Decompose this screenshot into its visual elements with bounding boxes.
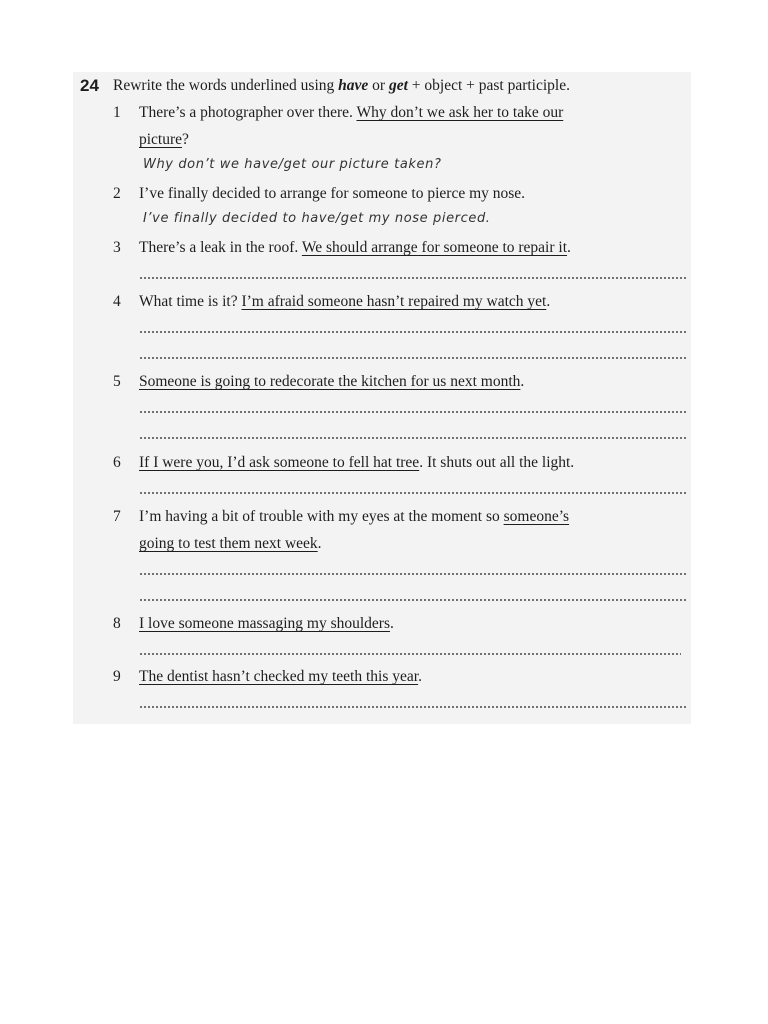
answer-line[interactable] <box>139 437 686 439</box>
answer-line[interactable] <box>139 599 686 601</box>
underlined-phrase: I’m afraid someone hasn’t repaired my watch yet <box>241 293 547 310</box>
underlined-phrase: Someone is going to redecorate the kitchen for us next month <box>139 373 521 390</box>
answer-line[interactable] <box>139 357 686 359</box>
underlined-phrase: I love someone massaging my shoulders <box>139 615 390 632</box>
answer-line[interactable] <box>139 411 686 413</box>
underlined-phrase: If I were you, I’d ask someone to fell hat tree <box>139 454 420 471</box>
item-sentence: Someone is going to redecorate the kitchen for us next month. <box>139 373 525 390</box>
answer-line[interactable] <box>139 331 686 333</box>
item-sentence: I’m having a bit of trouble with my eyes at the moment so someone’s <box>139 508 570 525</box>
keyword-have: have <box>338 77 369 94</box>
item-sentence: I’ve finally decided to arrange for someone to pierce my nose. <box>139 185 526 202</box>
item-number: 5 <box>113 373 121 390</box>
underlined-phrase: picture <box>139 131 183 148</box>
item-number: 2 <box>113 185 121 202</box>
answer-line[interactable] <box>139 573 686 575</box>
underlined-phrase: Why don’t we ask her to take our <box>356 104 564 121</box>
item-number: 4 <box>113 293 121 310</box>
item-sentence: I love someone massaging my shoulders. <box>139 615 394 632</box>
item-number: 3 <box>113 239 121 256</box>
underlined-phrase: We should arrange for someone to repair it <box>301 239 568 256</box>
keyword-get: get <box>388 77 408 94</box>
underlined-phrase: going to test them next week <box>139 535 318 552</box>
underlined-phrase: someone’s <box>503 508 570 525</box>
answer-line[interactable] <box>139 492 686 494</box>
underlined-phrase: The dentist hasn’t checked my teeth this year <box>139 668 419 685</box>
item-sentence: The dentist hasn’t checked my teeth this year. <box>139 668 422 685</box>
item-sentence: There’s a photographer over there. Why don’t we ask her to take our <box>139 104 564 121</box>
example-answer: Why don’t we have/get our picture taken? <box>143 157 442 172</box>
exercise-number: 24 <box>80 76 99 95</box>
item-number: 9 <box>113 668 121 685</box>
exercise-instruction: Rewrite the words underlined using have or get + object + past participle. <box>113 77 570 94</box>
item-number: 8 <box>113 615 121 632</box>
item-sentence-cont: going to test them next week. <box>139 535 322 552</box>
item-sentence: What time is it? I’m afraid someone hasn’t repaired my watch yet. <box>139 293 551 310</box>
item-number: 7 <box>113 508 121 525</box>
item-number: 6 <box>113 454 121 471</box>
item-sentence: There’s a leak in the roof. We should arrange for someone to repair it. <box>139 239 571 256</box>
example-answer: I’ve finally decided to have/get my nose pierced. <box>143 211 491 226</box>
answer-line[interactable] <box>139 706 686 708</box>
item-sentence: If I were you, I’d ask someone to fell hat tree. It shuts out all the light. <box>139 454 575 471</box>
answer-line[interactable] <box>139 277 686 279</box>
item-number: 1 <box>113 104 121 121</box>
answer-line[interactable] <box>139 653 681 655</box>
item-sentence-cont: picture? <box>139 131 189 148</box>
